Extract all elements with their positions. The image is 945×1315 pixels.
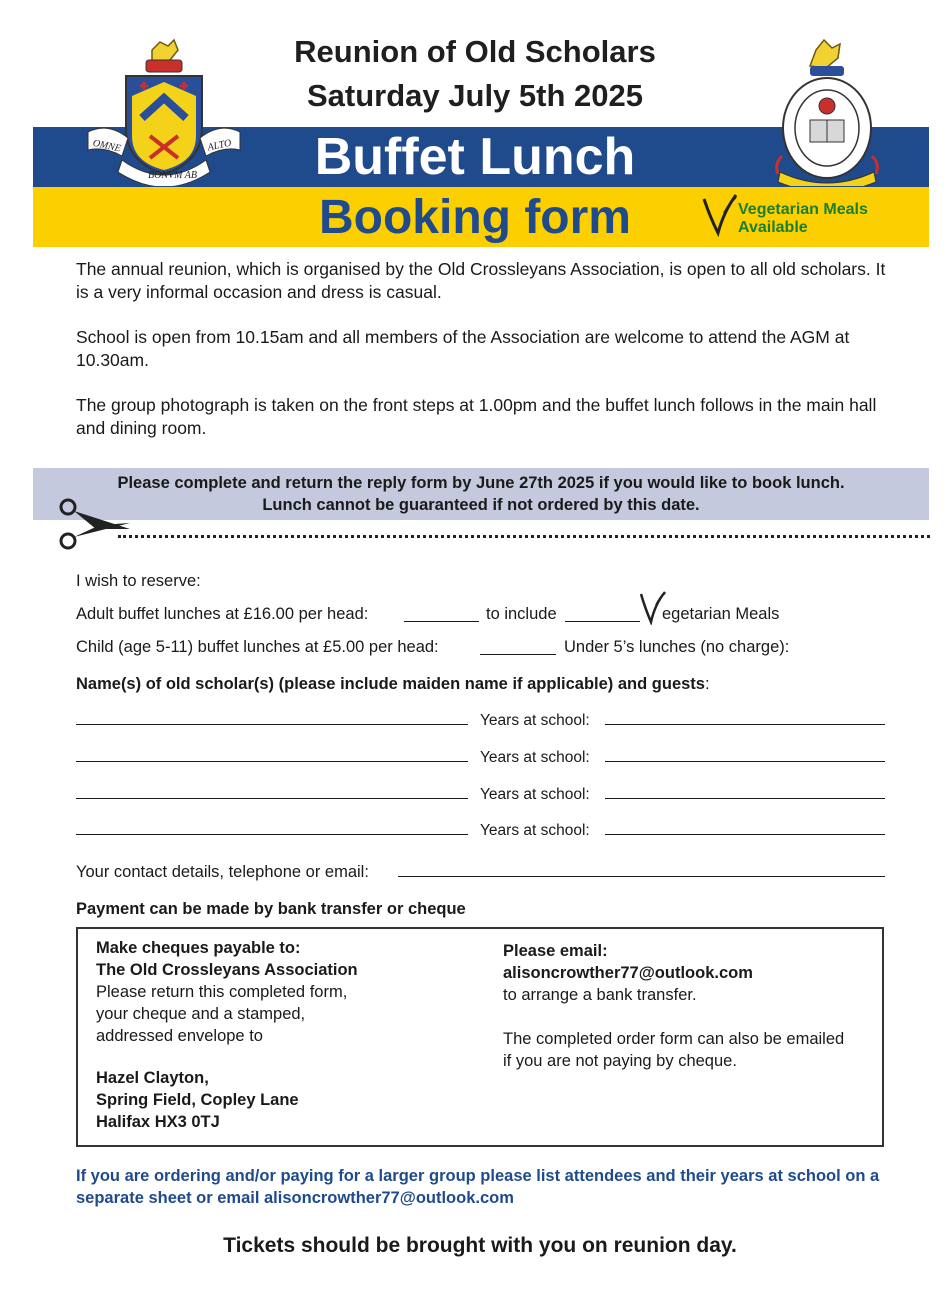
reserve-label: I wish to reserve: [76, 572, 201, 590]
email-form-line-1: The completed order form can also be emailed [503, 1030, 845, 1048]
child-lunches-label: Child (age 5-11) buffet lunches at £5.00 per head: [76, 638, 439, 656]
vegetarian-count-field[interactable] [565, 621, 640, 622]
name-field-2[interactable] [76, 761, 468, 762]
names-heading-colon: : [704, 675, 710, 693]
adult-lunches-field[interactable] [404, 621, 479, 622]
names-heading-text: Name(s) of old scholar(s) (please include maiden name if applicable) and guests [76, 675, 705, 693]
intro-paragraph-3: The group photograph is taken on the front steps at 1.00pm and the buffet lunch follows in the main hall and dining room. [76, 395, 877, 438]
cheque-instructions [96, 937, 476, 1133]
cheque-line-1: Please return this completed form, [96, 983, 348, 1001]
title-line-2: Saturday July 5th 2025 [307, 78, 643, 113]
cut-here-dotted-line [118, 535, 930, 538]
booking-form-title: Booking form [319, 191, 631, 244]
name-field-1[interactable] [76, 724, 468, 725]
buffet-lunch-title: Buffet Lunch [314, 128, 636, 186]
school-crest-right [770, 36, 882, 186]
adult-lunches-label: Adult buffet lunches at £16.00 per head: [76, 605, 369, 623]
intro-paragraph-2: School is open from 10.15am and all members of the Association are welcome to attend the AGM at 10.30am. [76, 327, 850, 370]
svg-text:OMNE: OMNE [91, 137, 122, 155]
vegetarian-leaf-icon [700, 193, 740, 239]
address-line-3: Halifax HX3 0TJ [96, 1113, 220, 1131]
years-label-1: Years at school: [480, 712, 590, 729]
svg-text:ALTO: ALTO [206, 137, 233, 154]
contact-label: Your contact details, telephone or email: [76, 863, 369, 881]
years-label-2: Years at school: [480, 749, 590, 766]
email-heading: Please email: [503, 942, 608, 960]
bank-transfer-line: to arrange a bank transfer. [503, 986, 697, 1004]
notice-line-1: Please complete and return the reply form by June 27th 2025 if you would like to book lunch. [117, 474, 845, 492]
years-label-3: Years at school: [480, 786, 590, 803]
child-lunches-field[interactable] [480, 654, 556, 655]
deadline-notice [33, 472, 929, 516]
years-label-4: Years at school: [480, 822, 590, 839]
contact-field[interactable] [398, 876, 885, 877]
payment-heading: Payment can be made by bank transfer or cheque [76, 900, 466, 918]
crest-motto-scroll [82, 36, 247, 186]
vegetarian-meals-label: egetarian Meals [662, 605, 780, 623]
svg-text:BONVM AB: BONVM AB [148, 170, 197, 181]
address-line-2: Spring Field, Copley Lane [96, 1091, 299, 1109]
veg-badge-line-2: Available [738, 219, 808, 236]
veg-badge-line-1: Vegetarian Meals [738, 201, 868, 218]
to-include-label: to include [486, 605, 557, 623]
under-5-label: Under 5’s lunches (no charge): [564, 638, 790, 656]
scissors-icon [56, 495, 132, 551]
email-form-line-2: if you are not paying by cheque. [503, 1052, 737, 1070]
vegetarian-badge-text [738, 201, 868, 237]
names-heading [76, 675, 710, 694]
years-field-3[interactable] [605, 798, 885, 799]
years-field-4[interactable] [605, 834, 885, 835]
cheque-payee: The Old Crossleyans Association [96, 961, 358, 979]
intro-paragraph-1: The annual reunion, which is organised by the Old Crossleyans Association, is open to all old scholars. It is a very informal occasion and dress is casual. [76, 259, 886, 302]
years-field-1[interactable] [605, 724, 885, 725]
footer-tickets-note: Tickets should be brought with you on reunion day. [223, 1234, 737, 1257]
large-group-note: If you are ordering and/or paying for a larger group please list attendees and their years at school on a separate sheet or email alisoncrowther77@outlook.com [76, 1167, 880, 1207]
cheque-line-3: addressed envelope to [96, 1027, 263, 1045]
name-field-4[interactable] [76, 834, 468, 835]
address-line-1: Hazel Clayton, [96, 1069, 209, 1087]
name-field-3[interactable] [76, 798, 468, 799]
cheque-line-2: your cheque and a stamped, [96, 1005, 306, 1023]
title-line-1: Reunion of Old Scholars [294, 34, 656, 69]
years-field-2[interactable] [605, 761, 885, 762]
cheque-heading: Make cheques payable to: [96, 939, 301, 957]
bank-transfer-instructions [503, 940, 873, 1072]
contact-email-link[interactable]: alisoncrowther77@outlook.com [503, 964, 753, 982]
notice-line-2: Lunch cannot be guaranteed if not ordered by this date. [262, 496, 700, 514]
